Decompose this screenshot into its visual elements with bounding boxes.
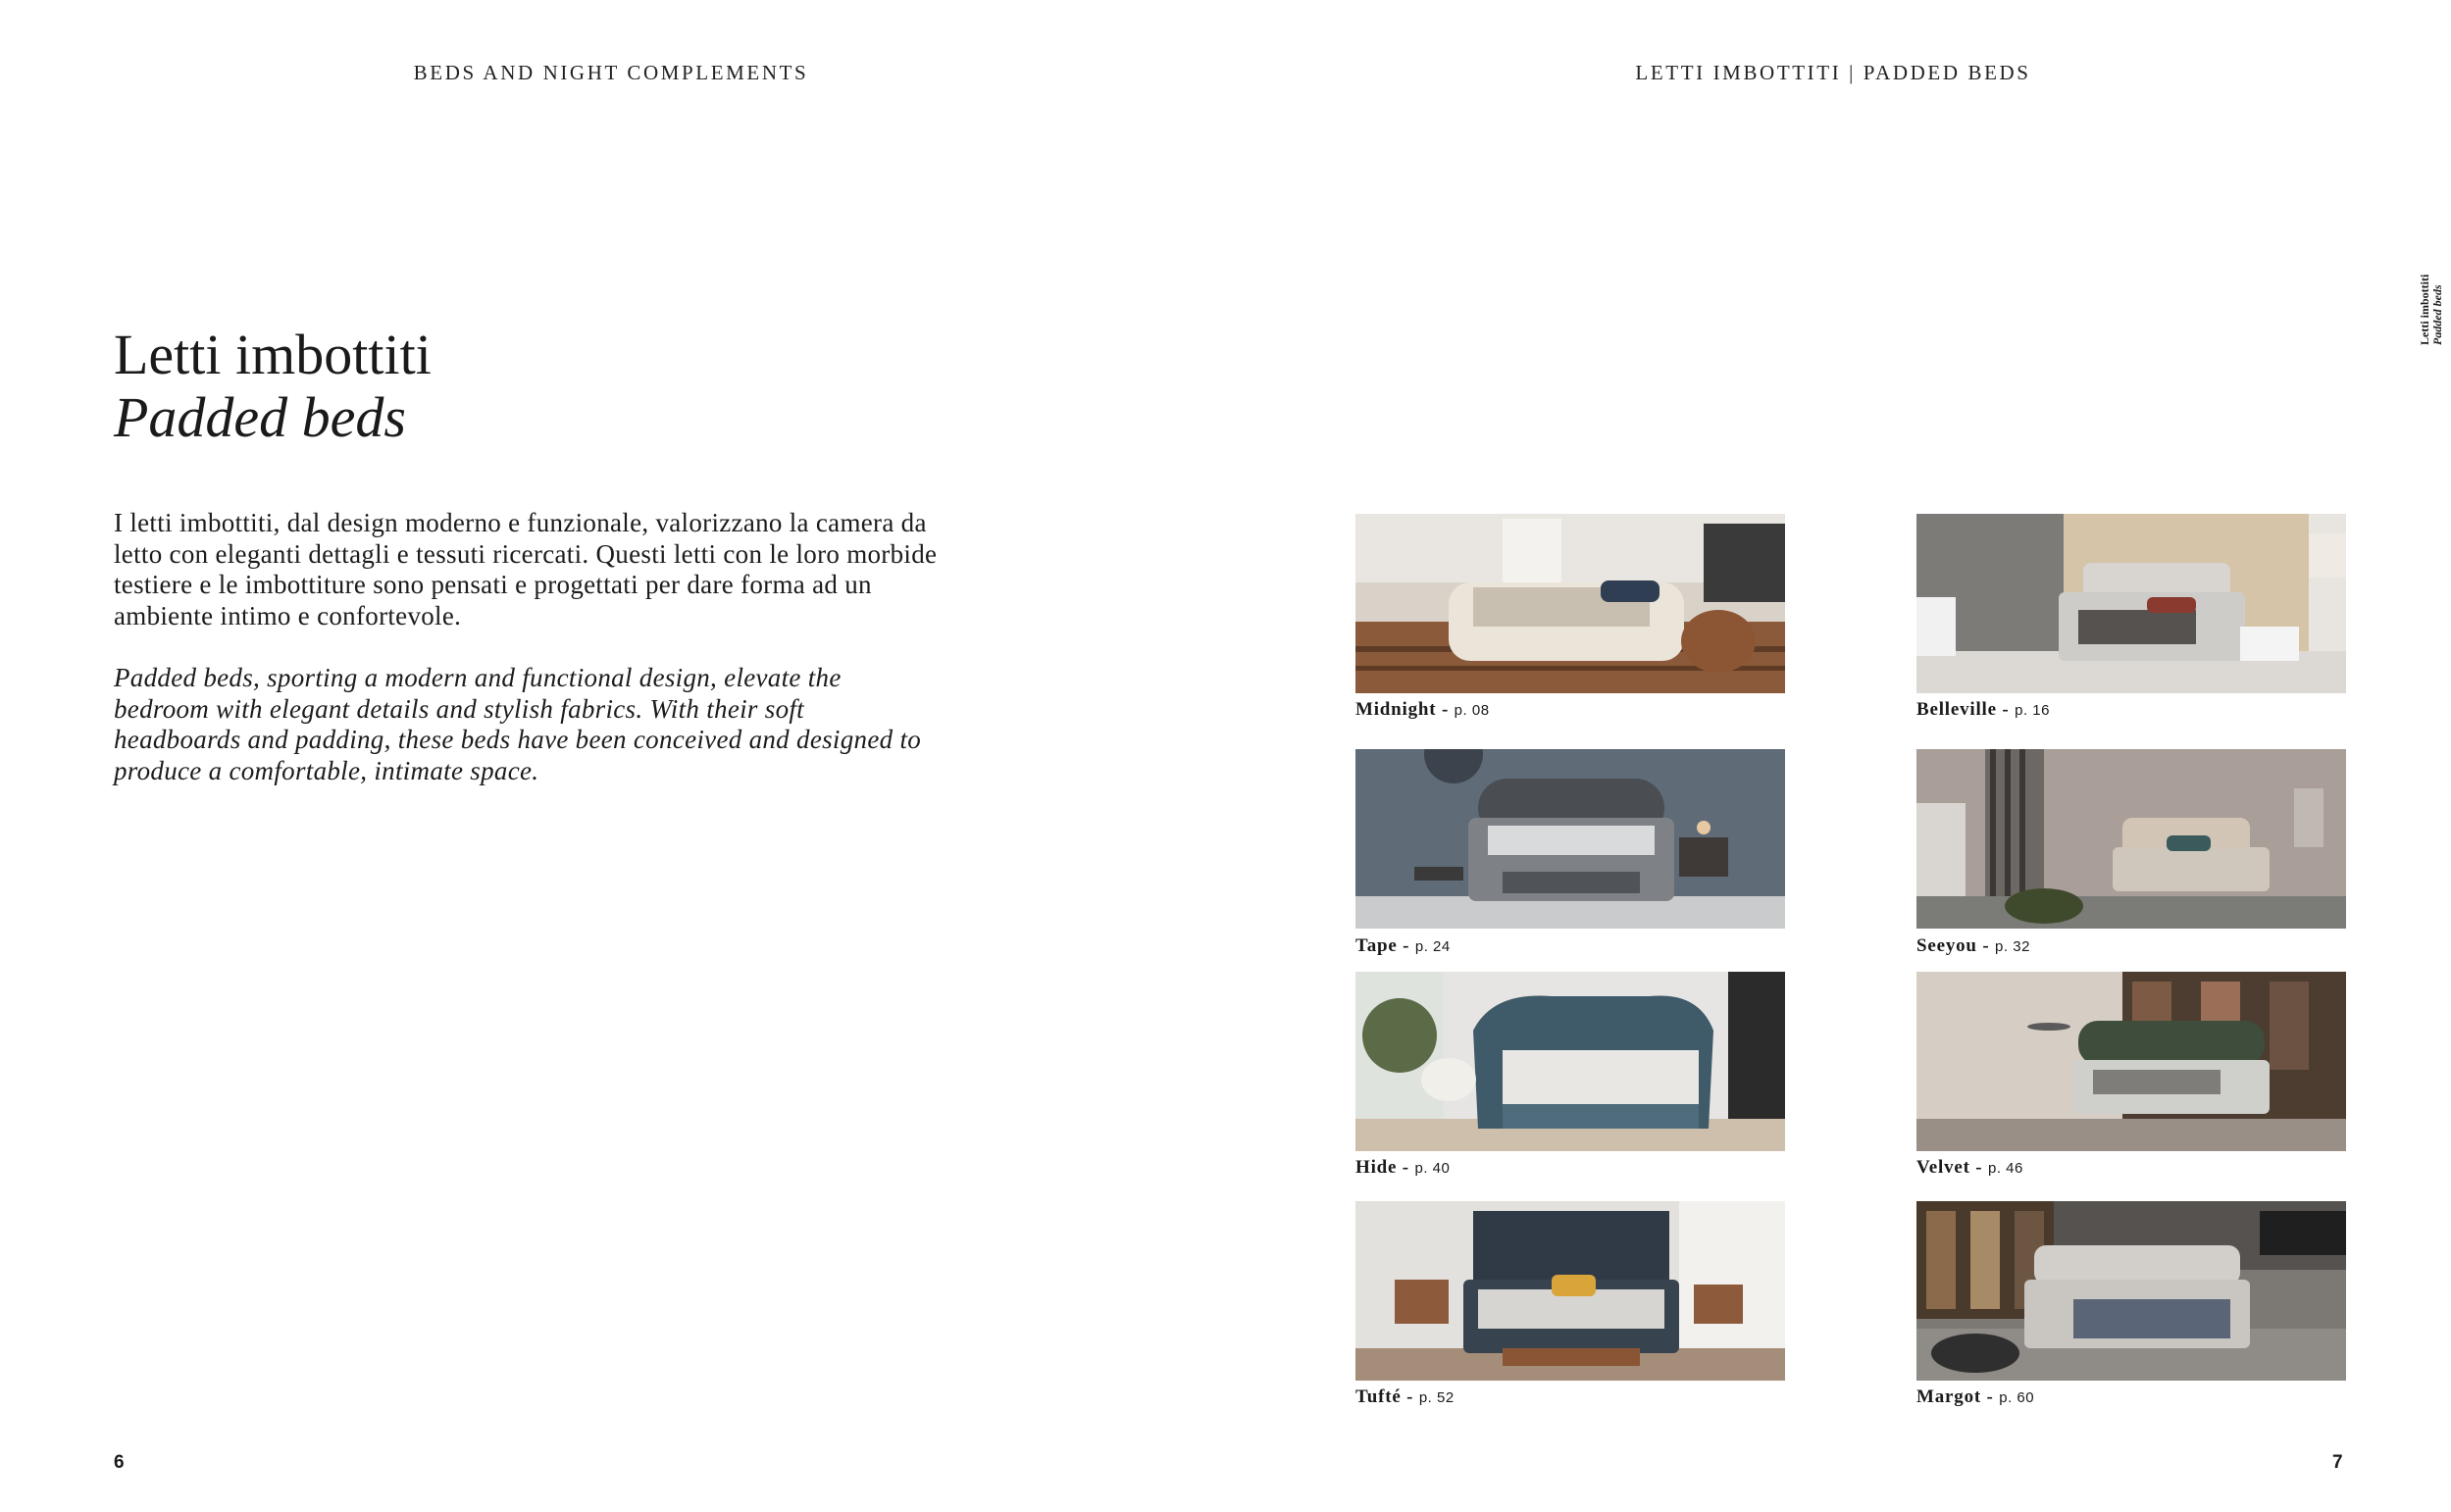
running-head-left: BEDS AND NIGHT COMPLEMENTS: [413, 61, 809, 84]
product-name: Velvet -: [1916, 1157, 1983, 1178]
product-photo-midnight[interactable]: [1355, 514, 1785, 693]
product-caption-hide[interactable]: [1355, 1157, 1450, 1179]
product-photo-tufte[interactable]: [1355, 1201, 1785, 1381]
product-page: p. 24: [1414, 938, 1451, 955]
product-caption-midnight[interactable]: [1355, 699, 1490, 721]
title-italian: Letti imbottiti: [114, 323, 432, 386]
product-page: p. 08: [1454, 702, 1490, 719]
product-name: Midnight -: [1355, 699, 1450, 720]
product-name: Hide -: [1355, 1157, 1409, 1178]
product-photo-tape[interactable]: [1355, 749, 1785, 929]
page-number-left: 6: [114, 1452, 125, 1473]
product-photo-velvet[interactable]: [1916, 972, 2346, 1151]
product-caption-belleville[interactable]: [1916, 699, 2050, 721]
page-title: [114, 324, 432, 449]
intro-english: Padded beds, sporting a modern and functional design, elevate the bedroom with elegant details and stylish fabrics. With their soft headboards and padding, these beds have been conceived and designed to produce a comfortable, intimate space.: [114, 663, 922, 785]
product-caption-margot[interactable]: [1916, 1386, 2034, 1408]
product-page: p. 32: [1995, 938, 2030, 955]
product-page: p. 60: [1999, 1389, 2035, 1406]
product-page: p. 16: [2015, 702, 2050, 719]
product-name: Seeyou -: [1916, 935, 1990, 956]
product-caption-tape[interactable]: [1355, 935, 1451, 957]
product-caption-seeyou[interactable]: [1916, 935, 2030, 957]
product-name: Tufté -: [1355, 1386, 1414, 1407]
side-tab-english: Padded beds: [2430, 284, 2444, 345]
page-number-right: 7: [2332, 1452, 2343, 1473]
product-page: p. 46: [1988, 1160, 2023, 1177]
section-side-tab: [2411, 247, 2450, 355]
running-head-right: LETTI IMBOTTITI | PADDED BEDS: [1635, 61, 2031, 84]
product-caption-velvet[interactable]: [1916, 1157, 2023, 1179]
title-english: Padded beds: [114, 385, 406, 449]
side-tab-italian: Letti imbottiti: [2418, 274, 2431, 345]
product-caption-tufte[interactable]: [1355, 1386, 1455, 1408]
product-photo-hide[interactable]: [1355, 972, 1785, 1151]
product-page: p. 40: [1414, 1160, 1451, 1177]
product-page: p. 52: [1418, 1389, 1455, 1406]
intro-italian: I letti imbottiti, dal design moderno e funzionale, valorizzano la camera da letto con eleganti dettagli e tessuti ricercati. Questi letti con le loro morbide testiere e le imbottiture sono pensati e progettati per dare forma ad un ambiente intimo e confortevole.: [114, 508, 938, 630]
product-photo-margot[interactable]: [1916, 1201, 2346, 1381]
product-photo-seeyou[interactable]: [1916, 749, 2346, 929]
product-name: Margot -: [1916, 1386, 1994, 1407]
product-name: Tape -: [1355, 935, 1410, 956]
product-name: Belleville -: [1916, 699, 2010, 720]
product-photo-belleville[interactable]: [1916, 514, 2346, 693]
